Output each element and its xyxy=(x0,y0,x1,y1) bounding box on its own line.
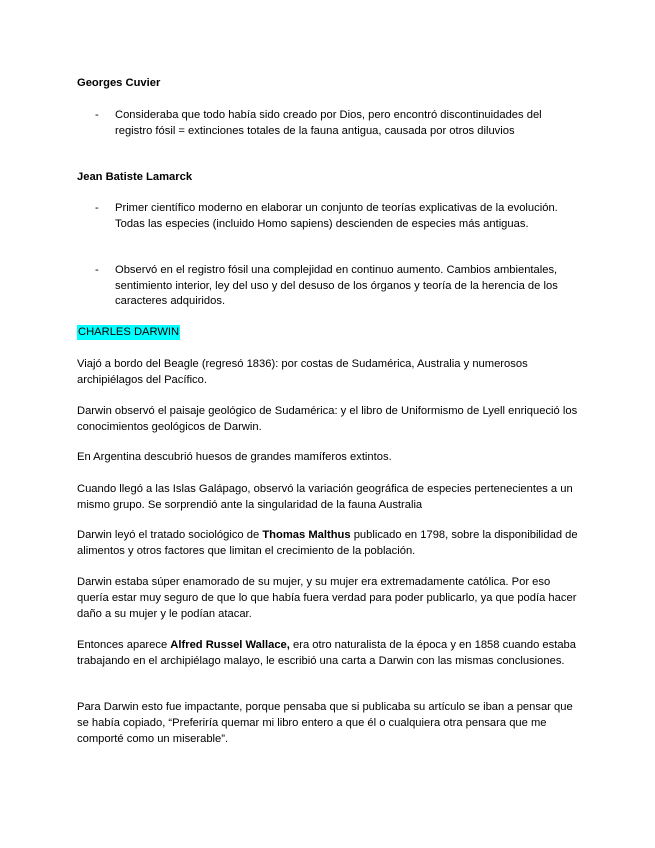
bullet-marker: - xyxy=(95,202,99,214)
darwin-paragraph-impact: Para Darwin esto fue impactante, porque pensaba que si publicaba su artículo se iban a pensar que se había copiado, “Preferiría quemar mi libro entero a que él o cualquiera otra pensara que me comporté como un miserable”. xyxy=(77,701,573,745)
heading-charles-darwin-highlighted: CHARLES DARWIN xyxy=(78,326,180,338)
darwin-paragraph-malthus xyxy=(77,527,582,559)
lamarck-bullet-1: Primer científico moderno en elaborar un conjunto de teorías explicativas de la evolución. Todas las especies (incluido Homo sapiens) descienden de especies más antiguas. xyxy=(115,202,558,230)
darwin-paragraph-wife: Darwin estaba súper enamorado de su mujer, y su mujer era extremadamente católica. Por eso quería estar muy seguro de que lo que había fuera verdad para poder publicarlo, ya que podía hacer daño a su mujer y le podían atacar. xyxy=(77,576,577,620)
bullet-marker: - xyxy=(95,264,99,276)
cuvier-bullet-1: Consideraba que todo había sido creado por Dios, pero encontró discontinuidades del registro fósil = extinciones totales de la fauna antigua, causada por otros diluvios xyxy=(115,109,542,137)
wallace-name: Alfred Russel Wallace, xyxy=(170,639,290,651)
darwin-paragraph-argentina: En Argentina descubrió huesos de grandes mamíferos extintos. xyxy=(77,451,392,463)
heading-jean-batiste-lamarck: Jean Batiste Lamarck xyxy=(77,171,193,183)
darwin-paragraph-geology: Darwin observó el paisaje geológico de Sudamérica: y el libro de Uniformismo de Lyell enriqueció los conocimientos geológicos de Darwin. xyxy=(77,405,578,433)
darwin-paragraph-beagle: Viajó a bordo del Beagle (regresó 1836): por costas de Sudamérica, Australia y numerosos archipiélagos del Pacífico. xyxy=(77,358,528,386)
darwin-paragraph-wallace xyxy=(77,637,582,669)
wallace-text-pre: Entonces aparece xyxy=(77,639,171,651)
malthus-text-post: publicado en 1798, sobre la disponibilidad de alimentos y otros factores que limitan el crecimiento de la población. xyxy=(77,529,578,557)
malthus-text-pre: Darwin leyó el tratado sociológico de xyxy=(77,529,263,541)
heading-georges-cuvier: Georges Cuvier xyxy=(77,77,161,89)
malthus-name: Thomas Malthus xyxy=(262,529,351,541)
lamarck-bullet-2: Observó en el registro fósil una complejidad en continuo aumento. Cambios ambientales, sentimiento interior, ley del uso y del desuso de los órganos y teoría de la herencia de los caracteres adquiridos. xyxy=(115,264,558,307)
wallace-text-post: era otro naturalista de la época y en 1858 cuando estaba trabajando en el archipiélago malayo, le escribió una carta a Darwin con las mismas conclusiones. xyxy=(77,639,576,667)
darwin-paragraph-galapagos: Cuando llegó a las Islas Galápago, observó la variación geográfica de especies pertenecientes a un mismo grupo. Se sorprendió ante la singularidad de la fauna Australia xyxy=(77,483,573,511)
bullet-marker: - xyxy=(95,109,99,121)
